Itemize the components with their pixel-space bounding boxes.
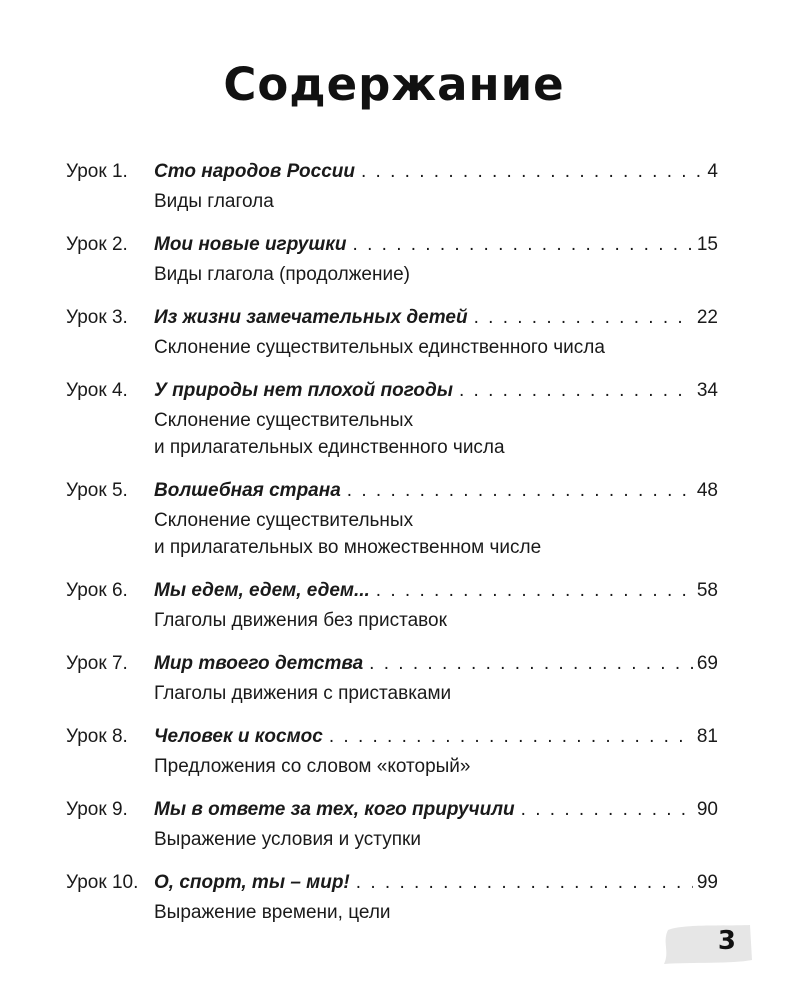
lesson-subtitle-line: Виды глагола (продолжение) xyxy=(154,264,410,285)
toc-entry[interactable] xyxy=(66,867,718,926)
toc-entry-line xyxy=(66,475,718,507)
toc-entry-line xyxy=(66,156,718,188)
toc-entry-line xyxy=(66,575,718,607)
toc-entry-line xyxy=(66,794,718,826)
lesson-title[interactable]: Мои новые игрушки xyxy=(154,234,347,255)
lesson-title[interactable]: Сто народов России xyxy=(154,161,355,182)
lesson-page: 48 xyxy=(696,480,718,501)
lesson-subtitle xyxy=(154,899,718,926)
lesson-subtitle xyxy=(154,261,718,288)
toc-entry-line xyxy=(66,867,718,899)
toc-entry-line xyxy=(66,229,718,261)
toc-entry[interactable] xyxy=(66,302,718,361)
lesson-label: Урок 4. xyxy=(66,380,128,401)
lesson-label: Урок 3. xyxy=(66,307,128,328)
lesson-subtitle xyxy=(154,507,718,561)
lesson-title[interactable]: Мир твоего детства xyxy=(154,653,364,674)
lesson-subtitle xyxy=(154,407,718,461)
lesson-page: 58 xyxy=(696,580,718,601)
lesson-label: Урок 7. xyxy=(66,653,128,674)
lesson-page: 81 xyxy=(696,726,718,747)
toc-entry[interactable] xyxy=(66,229,718,288)
toc-entry[interactable] xyxy=(66,794,718,853)
lesson-subtitle-line: Выражение времени, цели xyxy=(154,902,391,923)
toc-entry[interactable] xyxy=(66,648,718,707)
lesson-title[interactable]: О, спорт, ты – мир! xyxy=(154,872,350,893)
lesson-subtitle-line: Склонение существительных xyxy=(154,410,414,431)
lesson-page: 4 xyxy=(707,161,718,182)
toc-entry-line xyxy=(66,721,718,753)
toc-entry[interactable] xyxy=(66,575,718,634)
dot-leader xyxy=(356,867,693,899)
brush-stroke-background xyxy=(662,920,754,968)
lesson-label: Урок 6. xyxy=(66,580,128,601)
toc-entry[interactable] xyxy=(66,475,718,561)
page-number: 3 xyxy=(717,926,736,956)
lesson-title[interactable]: Мы едем, едем, едем... xyxy=(154,580,370,601)
toc-entry-line xyxy=(66,648,718,680)
lesson-label: Урок 5. xyxy=(66,480,128,501)
lesson-page: 15 xyxy=(696,234,718,255)
toc-entry[interactable] xyxy=(66,156,718,215)
lesson-page: 22 xyxy=(696,307,718,328)
lesson-subtitle-line: Склонение существительных единственного числа xyxy=(154,337,605,358)
page-number-badge xyxy=(662,920,754,968)
dot-leader xyxy=(369,648,693,680)
lesson-subtitle-line: Склонение существительных xyxy=(154,510,414,531)
lesson-page: 69 xyxy=(696,653,718,674)
lesson-subtitle-line: Выражение условия и уступки xyxy=(154,829,421,850)
lesson-subtitle xyxy=(154,334,718,361)
lesson-subtitle xyxy=(154,826,718,853)
lesson-page: 34 xyxy=(696,380,718,401)
lesson-subtitle-line: и прилагательных во множественном числе xyxy=(154,537,542,558)
lesson-subtitle-line: Глаголы движения без приставок xyxy=(154,610,447,631)
toc-entry[interactable] xyxy=(66,721,718,780)
lesson-label: Урок 9. xyxy=(66,799,128,820)
lesson-title[interactable]: У природы нет плохой погоды xyxy=(154,380,453,401)
dot-leader xyxy=(329,721,693,753)
lesson-subtitle-line: Глаголы движения с приставками xyxy=(154,683,452,704)
lesson-subtitle-line: Виды глагола xyxy=(154,191,274,212)
lesson-title[interactable]: Мы в ответе за тех, кого приручили xyxy=(154,799,515,820)
dot-leader xyxy=(347,475,693,507)
toc-entry[interactable] xyxy=(66,375,718,461)
lesson-label: Урок 1. xyxy=(66,161,128,182)
toc-entry-line xyxy=(66,375,718,407)
lesson-subtitle-line: и прилагательных единственного числа xyxy=(154,437,505,458)
dot-leader xyxy=(521,794,693,826)
lesson-label: Урок 10. xyxy=(66,872,139,893)
lesson-page: 99 xyxy=(696,872,718,893)
dot-leader xyxy=(474,302,693,334)
lesson-label: Урок 8. xyxy=(66,726,128,747)
lesson-subtitle xyxy=(154,607,718,634)
lesson-subtitle xyxy=(154,753,718,780)
lesson-subtitle xyxy=(154,680,718,707)
lesson-page: 90 xyxy=(696,799,718,820)
lesson-title[interactable]: Человек и космос xyxy=(154,726,323,747)
lesson-subtitle-line: Предложения со словом «который» xyxy=(154,756,471,777)
lesson-subtitle xyxy=(154,188,718,215)
lesson-title[interactable]: Из жизни замечательных детей xyxy=(154,307,468,328)
lesson-title[interactable]: Волшебная страна xyxy=(154,480,341,501)
dot-leader xyxy=(353,229,693,261)
table-of-contents xyxy=(66,156,718,940)
dot-leader xyxy=(361,156,703,188)
lesson-label: Урок 2. xyxy=(66,234,128,255)
page-title: Содержание xyxy=(223,58,565,111)
dot-leader xyxy=(376,575,693,607)
toc-entry-line xyxy=(66,302,718,334)
dot-leader xyxy=(459,375,693,407)
